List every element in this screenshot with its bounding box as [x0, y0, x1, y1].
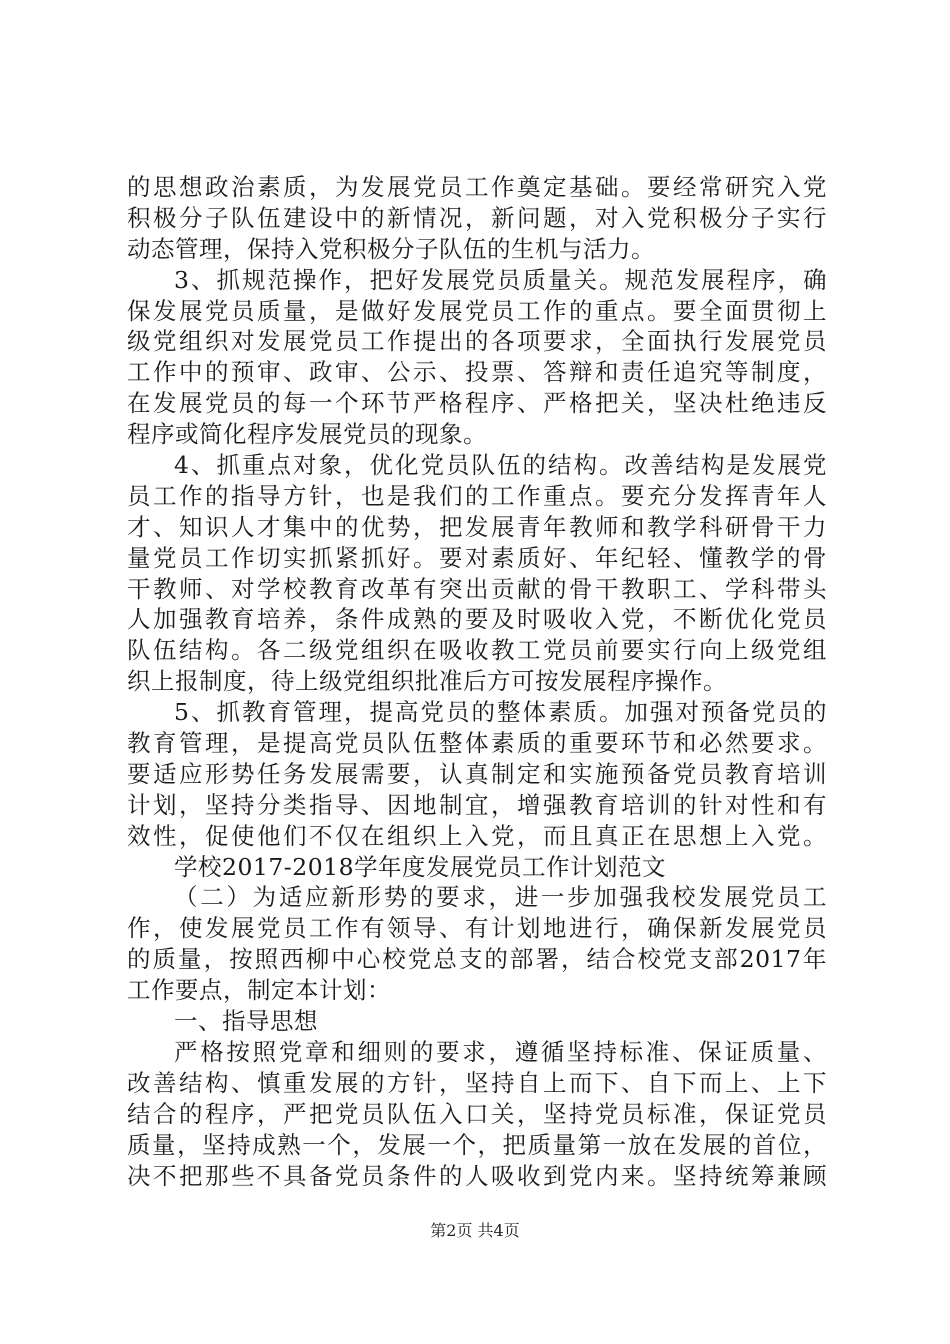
text-line: 人加强教育培养，条件成熟的要及时吸收入党，不断优化党员 [127, 605, 827, 634]
text-line: 5、抓教育管理，提高党员的整体素质。加强对预备党员的 [174, 698, 827, 727]
text-line: 队伍结构。各二级党组织在吸收教工党员前要实行向上级党组 [127, 636, 827, 665]
text-line: 织上报制度，待上级党组织批准后方可按发展程序操作。 [127, 667, 727, 696]
text-line: 一、指导思想 [174, 1007, 318, 1036]
text-line: 严格按照党章和细则的要求，遵循坚持标准、保证质量、 [174, 1037, 827, 1066]
text-line: 干教师、对学校教育改革有突出贡献的骨干教职工、学科带头 [127, 574, 827, 603]
text-line: 程序或简化程序发展党员的现象。 [127, 420, 487, 449]
text-line: （二）为适应新形势的要求，进一步加强我校发展党员工 [174, 883, 827, 912]
text-line: 动态管理，保持入党积极分子队伍的生机与活力。 [127, 234, 655, 263]
text-line: 才、知识人才集中的优势，把发展青年教师和教学科研骨干力 [127, 512, 827, 541]
text-line: 的思想政治素质，为发展党员工作奠定基础。要经常研究入党 [127, 173, 827, 201]
text-line: 教育管理，是提高党员队伍整体素质的重要环节和必然要求。 [127, 729, 827, 758]
text-line: 决不把那些不具备党员条件的人吸收到党内来。坚持统筹兼顾 [127, 1161, 827, 1190]
text-line: 员工作的指导方针，也是我们的工作重点。要充分发挥青年人 [127, 481, 827, 510]
text-line: 工作中的预审、政审、公示、投票、答辩和责任追究等制度， [127, 358, 827, 387]
document-body [127, 172, 827, 1191]
text-line: 积极分子队伍建设中的新情况，新问题，对入党积极分子实行 [127, 203, 827, 232]
text-line: 计划，坚持分类指导、因地制宜，增强教育培训的针对性和有 [127, 790, 827, 819]
text-line: 4、抓重点对象，优化党员队伍的结构。改善结构是发展党 [174, 451, 827, 480]
text-line: 的质量，按照西柳中心校党总支的部署，结合校党支部2017年 [127, 945, 827, 974]
text-line: 改善结构、慎重发展的方针，坚持自上而下、自下而上、上下 [127, 1068, 827, 1097]
text-line: 学校2017-2018学年度发展党员工作计划范文 [174, 852, 667, 881]
text-line: 3、抓规范操作，把好发展党员质量关。规范发展程序，确 [174, 265, 827, 294]
text-line: 量党员工作切实抓紧抓好。要对素质好、年纪轻、懂教学的骨 [127, 543, 827, 572]
text-line: 效性，促使他们不仅在组织上入党，而且真正在思想上入党。 [127, 821, 827, 850]
text-line: 结合的程序，严把党员队伍入口关，坚持党员标准，保证党员 [127, 1099, 827, 1128]
text-line: 质量，坚持成熟一个，发展一个，把质量第一放在发展的首位， [127, 1130, 827, 1159]
text-line: 保发展党员质量，是做好发展党员工作的重点。要全面贯彻上 [127, 296, 827, 325]
text-line: 工作要点，制定本计划： [127, 976, 391, 1005]
text-line: 级党组织对发展党员工作提出的各项要求，全面执行发展党员 [127, 327, 827, 356]
text-line: 作，使发展党员工作有领导、有计划地进行，确保新发展党员 [127, 914, 827, 943]
text-line: 在发展党员的每一个环节严格程序、严格把关，坚决杜绝违反 [127, 389, 827, 418]
text-line: 要适应形势任务发展需要，认真制定和实施预备党员教育培训 [127, 759, 827, 788]
page-footer: 第2页 共4页 [430, 1221, 520, 1240]
